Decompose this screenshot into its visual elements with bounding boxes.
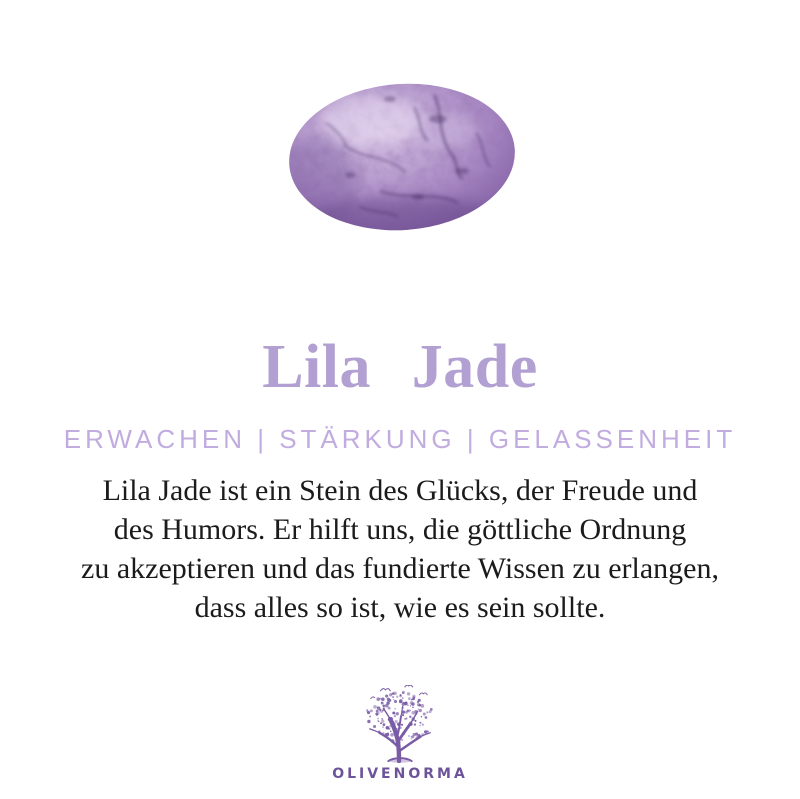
brand-logo (0, 685, 800, 782)
description-line: des Humors. Er hilft uns, die göttliche Ordnung (113, 513, 687, 546)
tree-leaves (366, 691, 433, 743)
bird-icons (371, 685, 428, 698)
page-title: Lila Jade (262, 333, 538, 401)
olivenorma-tree-icon (348, 685, 452, 763)
description-line: zu akzeptieren und das fundierte Wissen zu erlangen, (81, 552, 719, 585)
tagline: ERWACHEN | STÄRKUNG | GELASSENHEIT (63, 424, 737, 454)
description-line: dass alles so ist, wie es sein sollte. (194, 591, 606, 624)
description-text (0, 471, 800, 627)
purple-jade-stone-photo (286, 79, 518, 235)
brand-name: OLIVENORMA (332, 766, 468, 782)
description-line: Lila Jade ist ein Stein des Glücks, der Freude und (102, 474, 698, 507)
purple-jade-stone-image (286, 79, 518, 235)
